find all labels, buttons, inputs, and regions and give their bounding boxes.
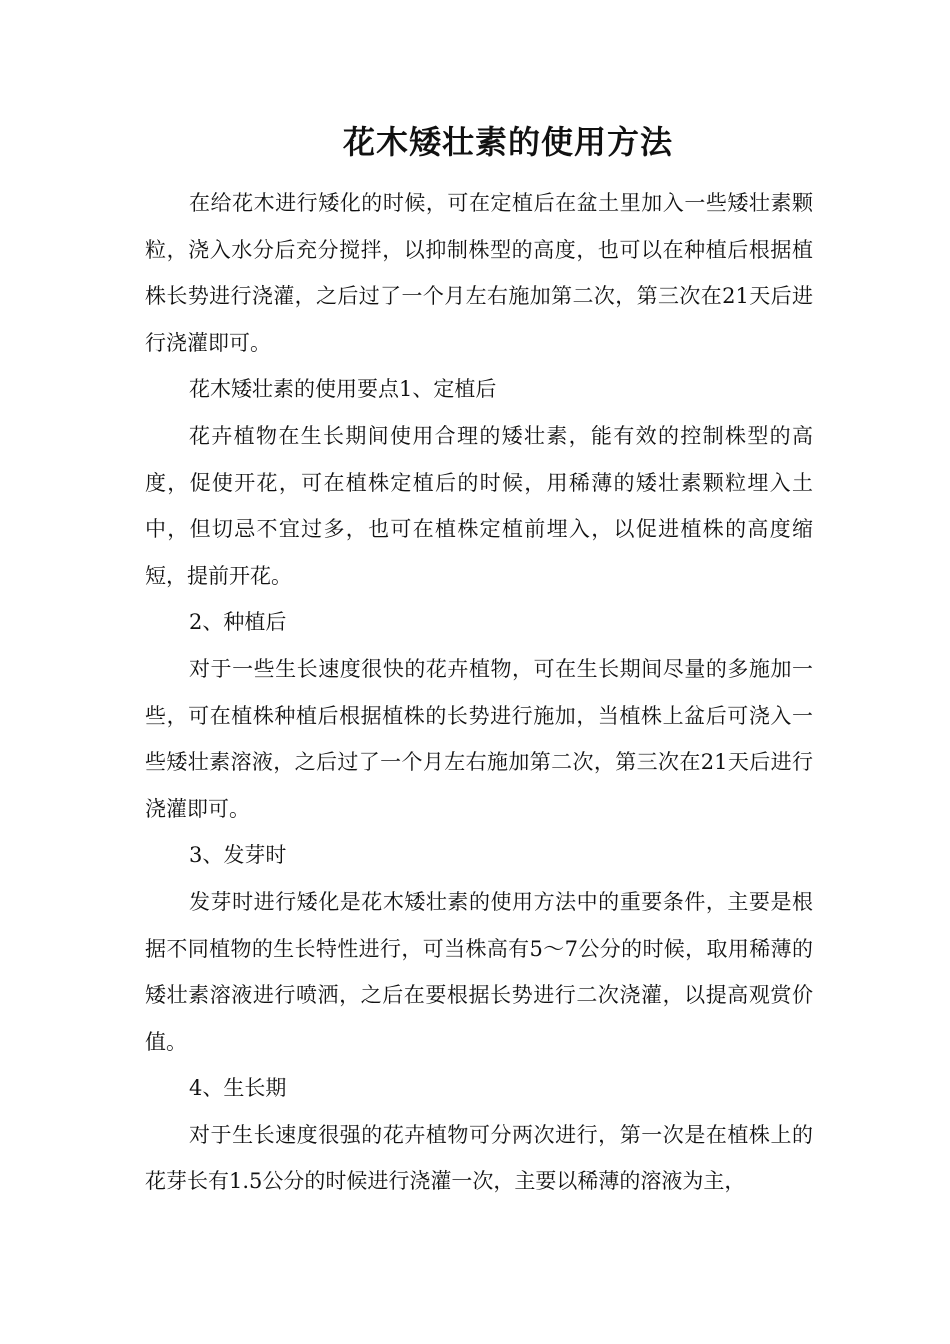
page-title: 花木矮壮素的使用方法 bbox=[342, 123, 673, 161]
paragraph-heading-3: 3、发芽时 bbox=[189, 843, 287, 868]
paragraph-heading-4: 4、生长期 bbox=[189, 1076, 287, 1101]
paragraph-section-1: 花卉植物在生长期间使用合理的矮壮素，能有效的控制株型的高度，促使开花，可在植株定植后的时候，用稀薄的矮壮素颗粒埋入土中，但切忌不宜过多，也可在植株定植前埋入，以促进植株的高度缩短，提前开花。 bbox=[145, 423, 813, 588]
paragraph-heading-1: 花木矮壮素的使用要点1、定植后 bbox=[189, 377, 497, 402]
paragraph-heading-2: 2、种植后 bbox=[189, 610, 287, 635]
paragraph-section-2: 对于一些生长速度很快的花卉植物，可在生长期间尽量的多施加一些，可在植株种植后根据植株的长势进行施加，当植株上盆后可浇入一些矮壮素溶液，之后过了一个月左右施加第二次，第三次在21天后进行浇灌即可。 bbox=[145, 656, 813, 821]
paragraph-intro: 在给花木进行矮化的时候，可在定植后在盆土里加入一些矮壮素颗粒，浇入水分后充分搅拌，以抑制株型的高度，也可以在种植后根据植株长势进行浇灌，之后过了一个月左右施加第二次，第三次在21天后进行浇灌即可。 bbox=[145, 191, 813, 355]
paragraph-section-3: 发芽时进行矮化是花木矮壮素的使用方法中的重要条件，主要是根据不同植物的生长特性进行，可当株高有5～7公分的时候，取用稀薄的矮壮素溶液进行喷洒，之后在要根据长势进行二次浇灌，以提高观赏价值。 bbox=[145, 889, 813, 1054]
document-body bbox=[145, 180, 813, 1205]
paragraph-section-4: 对于生长速度很强的花卉植物可分两次进行，第一次是在植株上的花芽长有1.5公分的时候进行浇灌一次，主要以稀薄的溶液为主， bbox=[145, 1122, 813, 1194]
